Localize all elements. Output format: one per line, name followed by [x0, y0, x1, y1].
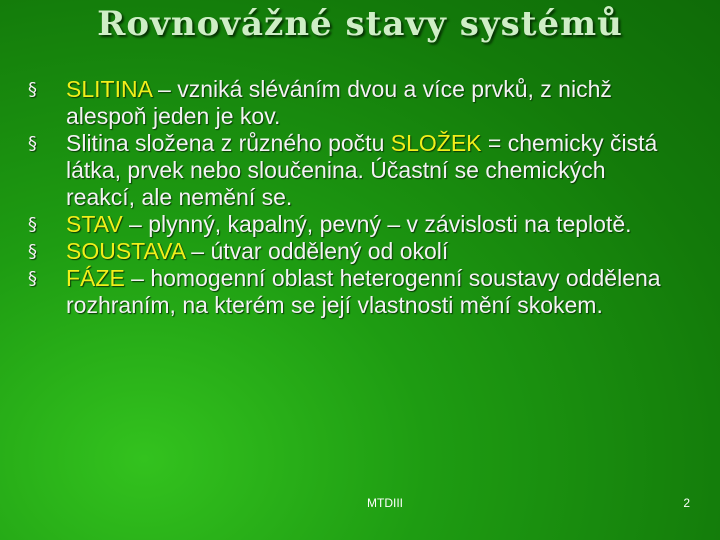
bullet-text: – útvar oddělený od okolí — [184, 238, 449, 264]
bullet-faze — [28, 265, 678, 319]
bullet-marker-icon: § — [28, 214, 37, 235]
bullet-text: – vzniká sléváním dvou a více prvků, z nichž alespoň jeden je kov. — [66, 76, 612, 129]
keyword-stav: STAV — [66, 211, 123, 237]
keyword-soustava: SOUSTAVA — [66, 238, 185, 264]
bullet-slozky — [28, 130, 678, 211]
bullet-text: = chemicky čistá látka, prvek nebo sloučenina. Účastní se chemických reakcí, ale nemění se. — [66, 130, 658, 210]
bullet-text: – homogenní oblast heterogenní soustavy oddělena rozhraním, na kterém se její vlastnosti mění skokem. — [66, 265, 661, 318]
bullet-list — [28, 76, 678, 319]
bullet-text: – plynný, kapalný, pevný – v závislosti na teplotě. — [122, 211, 632, 237]
keyword-slozek: SLOŽEK — [390, 130, 482, 156]
bullet-marker-icon: § — [28, 241, 37, 262]
bullet-marker-icon: § — [28, 79, 37, 100]
slide-title: Rovnovážné stavy systémů — [97, 4, 623, 44]
footer-label: MTDIII — [367, 496, 403, 510]
bullet-slitina — [28, 76, 678, 130]
bullet-prefix: Slitina složena z různého počtu — [66, 130, 391, 156]
bullet-marker-icon: § — [28, 133, 37, 154]
keyword-faze: FÁZE — [66, 265, 125, 291]
bullet-marker-icon: § — [28, 268, 37, 289]
bullet-soustava — [28, 238, 678, 265]
keyword-slitina: SLITINA — [66, 76, 152, 102]
bullet-stav — [28, 211, 678, 238]
page-number: 2 — [683, 496, 690, 510]
